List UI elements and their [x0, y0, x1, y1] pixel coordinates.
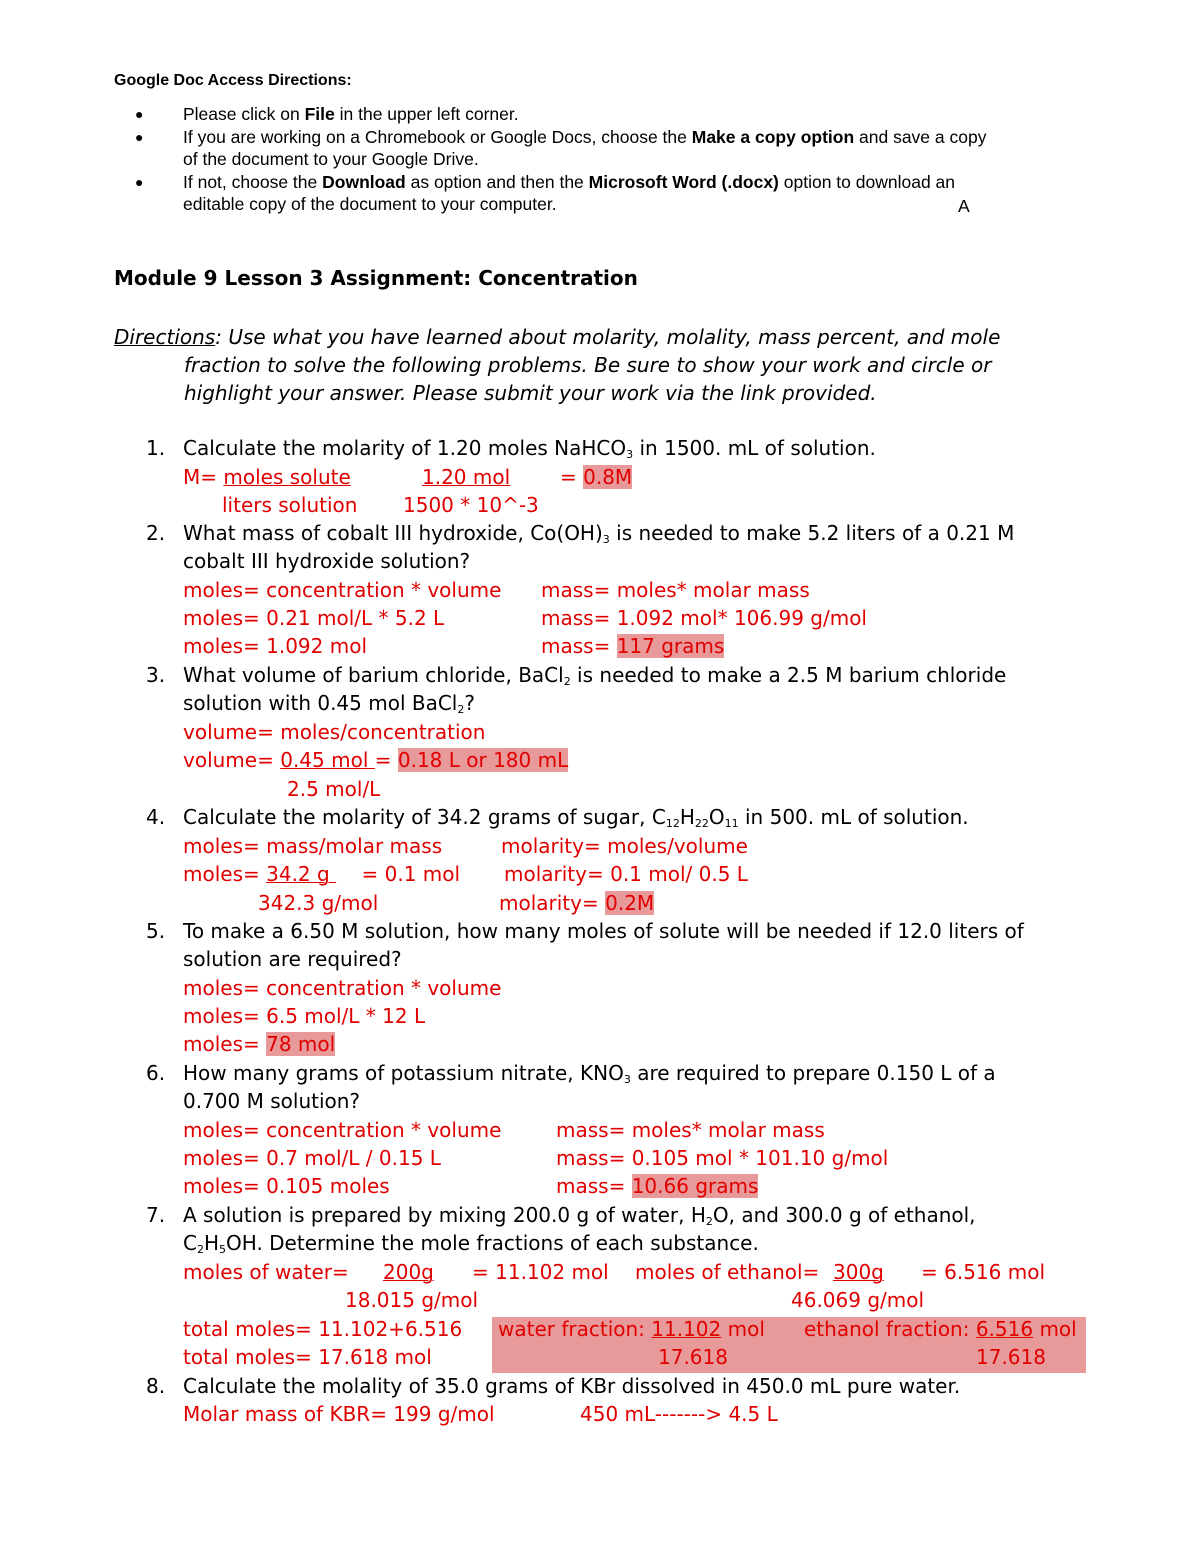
answer-line: M= moles solute [183, 465, 351, 489]
access-directions-title: Google Doc Access Directions: [114, 72, 352, 89]
answer-line: 300g [833, 1260, 884, 1284]
answer-line: moles= concentration * volume [183, 1118, 502, 1142]
answer-line: molarity= moles/volume [501, 834, 748, 858]
list-item: ● Please click on File in the upper left corner. [135, 104, 519, 124]
answer-line: 17.618 [658, 1345, 728, 1369]
answer-line: liters solution [222, 493, 358, 517]
answer-line: 1500 * 10^-3 [403, 493, 539, 517]
answer-line: mass= 0.105 mol * 101.10 g/mol [556, 1146, 889, 1170]
answer-line: 17.618 [976, 1345, 1046, 1369]
answer-line: moles= 78 mol [183, 1032, 336, 1056]
answer-line: moles= concentration * volume [183, 578, 502, 602]
list-item: ● If you are working on a Chromebook or Google Docs, choose the Make a copy option and save a copy of the document to your Google Drive. [135, 126, 987, 169]
answer-line: = 0.8M [560, 465, 633, 489]
question-number: 8. [146, 1374, 166, 1398]
answer-line: volume= 0.45 mol = 0.18 L or 180 mL [183, 748, 569, 772]
bullet-icon: ● [135, 173, 144, 190]
highlighted-answer: 78 mol [266, 1032, 336, 1056]
stray-letter: A [958, 196, 970, 216]
answer-line: moles= 0.7 mol/L / 0.15 L [183, 1146, 441, 1170]
answer-line: moles of ethanol= [635, 1260, 820, 1284]
question-8-text: Calculate the molality of 35.0 grams of KBr dissolved in 450.0 mL pure water. [183, 1374, 961, 1398]
access-directions-list [135, 103, 1095, 216]
answer-line: 200g [383, 1260, 434, 1284]
highlighted-answer: 117 grams [616, 634, 725, 658]
answer-line: moles= 1.092 mol [183, 634, 368, 658]
answer-line: molarity= 0.2M [499, 891, 655, 915]
list-item: ● If not, choose the Download as option and then the Microsoft Word (.docx) option to download an editable copy of the document to your computer. [135, 171, 956, 214]
answer-line: moles= 34.2 g = 0.1 mol [183, 862, 461, 886]
answer-line: water fraction: 11.102 mol [498, 1317, 765, 1341]
answer-line: moles= mass/molar mass [183, 834, 443, 858]
question-number: 5. [146, 919, 166, 943]
question-number: 6. [146, 1061, 166, 1085]
question-2-text: cobalt III hydroxide solution? [183, 549, 471, 573]
highlighted-answer: 0.2M [605, 891, 655, 915]
highlighted-answer: 10.66 grams [631, 1174, 759, 1198]
bullet-icon: ● [135, 106, 144, 122]
question-1-text: Calculate the molarity of 1.20 moles NaHCO$_3$ in 1500. mL of solution. [183, 436, 876, 461]
answer-line: 18.015 g/mol [345, 1288, 479, 1312]
question-6-text: How many grams of potassium nitrate, $KNO_3$ are required to prepare 0.150 L of a [183, 1061, 996, 1086]
answer-line: mass= moles* molar mass [541, 578, 810, 602]
answer-line: mass= 10.66 grams [556, 1174, 759, 1198]
page-title: Module 9 Lesson 3 Assignment: Concentration [114, 266, 638, 290]
highlighted-answer: 0.18 L or 180 mL [397, 748, 569, 772]
question-5-text: To make a 6.50 M solution, how many moles of solute will be needed if 12.0 liters of [183, 919, 1024, 943]
answer-line: = 6.516 mol [921, 1260, 1046, 1284]
question-7-text: A solution is prepared by mixing 200.0 g of water, $H_2O$, and 300.0 g of ethanol, [183, 1203, 976, 1228]
answer-line: = 11.102 mol [472, 1260, 609, 1284]
answer-line: molarity= 0.1 mol/ 0.5 L [504, 862, 748, 886]
answer-line: mass= 117 grams [541, 634, 725, 658]
question-number: 2. [146, 521, 166, 545]
answer-line: moles= 6.5 mol/L * 12 L [183, 1004, 426, 1028]
answer-line: 46.069 g/mol [791, 1288, 925, 1312]
answer-line: Molar mass of KBR= 199 g/mol [183, 1402, 495, 1426]
highlighted-answer: 0.8M [583, 465, 633, 489]
answer-line: moles= 0.21 mol/L * 5.2 L [183, 606, 445, 630]
directions-label: Directions [114, 325, 216, 349]
answer-line: total moles= 17.618 mol [183, 1345, 432, 1369]
question-5-text: solution are required? [183, 947, 402, 971]
question-4-text: Calculate the molarity of 34.2 grams of sugar, $C_{12}H_{22}O_{11}$ in 500. mL of solution. [183, 805, 969, 830]
answer-line: total moles= 11.102+6.516 [183, 1317, 463, 1341]
answer-line: 2.5 mol/L [287, 777, 381, 801]
answer-line: 342.3 g/mol [258, 891, 379, 915]
answer-line: volume= moles/concentration [183, 720, 486, 744]
question-number: 3. [146, 663, 166, 687]
bullet-icon: ● [135, 128, 144, 145]
answer-line: moles of water= [183, 1260, 349, 1284]
answer-line: moles= 0.105 moles [183, 1174, 390, 1198]
question-number: 7. [146, 1203, 166, 1227]
answer-line: mass= moles* molar mass [556, 1118, 825, 1142]
question-7-text: $C_2H_5OH$. Determine the mole fractions of each substance. [183, 1231, 759, 1256]
answer-line: mass= 1.092 mol* 106.99 g/mol [541, 606, 867, 630]
answer-line: moles= concentration * volume [183, 976, 502, 1000]
question-number: 1. [146, 436, 166, 460]
answer-line: ethanol fraction: 6.516 mol [804, 1317, 1077, 1341]
answer-line: 1.20 mol [422, 465, 511, 489]
question-3-text: What volume of barium chloride, BaCl$_2$ is needed to make a 2.5 M barium chloride [183, 663, 1007, 688]
question-number: 4. [146, 805, 166, 829]
directions: Directions: Use what you have learned about molarity, molality, mass percent, and mole fraction to solve the following problems. Be sure to show your work and circle or highlight your answer. Please submit your work via the link provided. [114, 325, 1001, 405]
question-6-text: 0.700 M solution? [183, 1089, 361, 1113]
question-3-text: solution with 0.45 mol BaCl$_2$? [183, 691, 475, 716]
question-2-text: What mass of cobalt III hydroxide, $Co(OH)_3$ is needed to make 5.2 liters of a 0.21 M [183, 521, 1015, 546]
answer-line: 450 mL-------> 4.5 L [580, 1402, 778, 1426]
